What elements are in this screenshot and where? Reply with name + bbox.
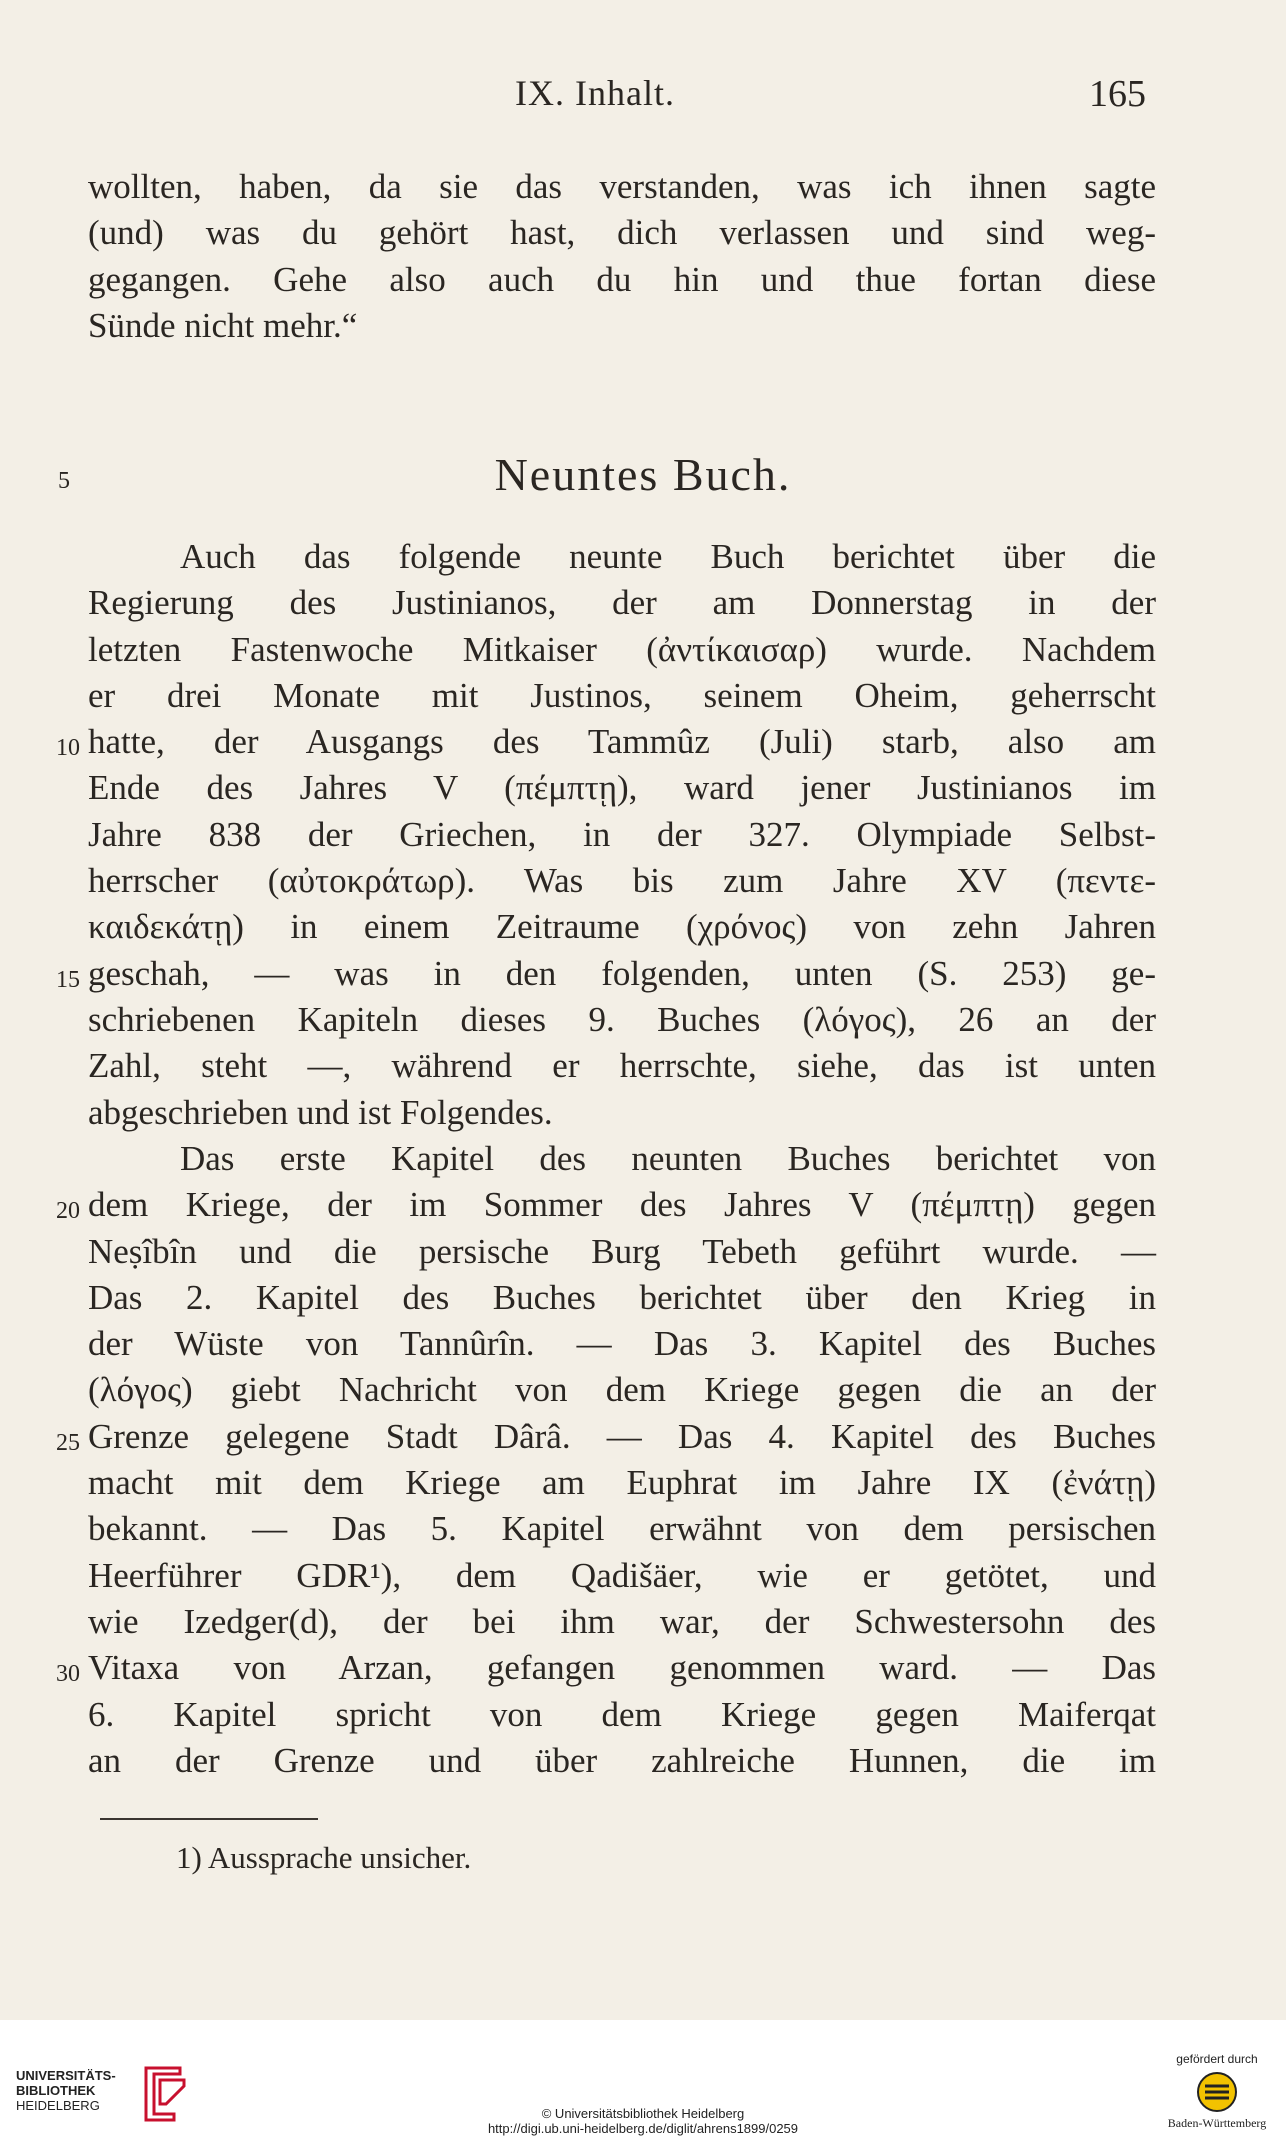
- line-text: wollten, haben, da sie das verstanden, was ich ihnen sagte: [88, 167, 1156, 206]
- line-text: schriebenen Kapiteln dieses 9. Buches (λόγος), 26 an der: [88, 999, 1156, 1039]
- line-text: Auch das folgende neunte Buch berichtet über die: [180, 537, 1156, 576]
- line-text: letzten Fastenwoche Mitkaiser (ἀντίκαισαρ) wurde. Nachdem: [88, 629, 1156, 669]
- line-text: Regierung des Justinianos, der am Donnerstag in der: [88, 583, 1156, 623]
- text-line: [88, 1738, 1156, 1784]
- text-line: [88, 1692, 1156, 1738]
- text-line: [88, 627, 1156, 673]
- text-line: [88, 858, 1156, 904]
- text-line: [56, 1645, 1156, 1691]
- library-name-line2: BIBLIOTHEK: [16, 2083, 96, 2098]
- line-text: macht mit dem Kriege am Euphrat im Jahre IX (ἐνάτῃ): [88, 1463, 1156, 1503]
- line-text: an der Grenze und über zahlreiche Hunnen, die im: [88, 1740, 1156, 1780]
- line-text: Das 2. Kapitel des Buches berichtet über den Krieg in: [88, 1277, 1156, 1317]
- line-text: geschah, — was in den folgenden, unten (S. 253) ge-: [88, 953, 1156, 993]
- line-text: dem Kriege, der im Sommer des Jahres V (πέμπτῃ) gegen: [88, 1185, 1156, 1225]
- text-line: [56, 951, 1156, 997]
- text-line: [88, 1136, 1156, 1182]
- line-text: 6. Kapitel spricht von dem Kriege gegen Maiferqat: [88, 1694, 1156, 1734]
- text-line: [56, 1414, 1156, 1460]
- text-line: [88, 1321, 1156, 1367]
- line-text: (λόγος) giebt Nachricht von dem Kriege gegen die an der: [88, 1370, 1156, 1410]
- line-text: Jahre 838 der Griechen, in der 327. Olympiade Selbst-: [88, 814, 1156, 854]
- text-line: [88, 1460, 1156, 1506]
- line-text: Sünde nicht mehr.“: [88, 305, 358, 345]
- text-line: [88, 210, 1156, 256]
- text-line: [88, 1553, 1156, 1599]
- line-text: hatte, der Ausgangs des Tammûz (Juli) starb, also am: [88, 722, 1156, 762]
- footnote: 1) Aussprache unsicher.: [176, 1840, 472, 1875]
- text-line: [88, 1599, 1156, 1645]
- permalink[interactable]: http://digi.ub.uni-heidelberg.de/diglit/ahrens1899/0259: [487, 2121, 799, 2136]
- funder-logo: [1162, 2052, 1272, 2131]
- copyright-text: © Universitätsbibliothek Heidelberg: [541, 2106, 745, 2121]
- line-text: Ende des Jahres V (πέμπτῃ), ward jener Justinianos im: [88, 768, 1156, 808]
- header-title: IX. Inhalt.: [515, 73, 675, 113]
- library-name-line1: UNIVERSITÄTS-: [16, 2068, 116, 2083]
- intro-paragraph: [88, 164, 1156, 349]
- text-line: [88, 673, 1156, 719]
- funded-by-label: gefördert durch: [1176, 2052, 1258, 2066]
- line-text: καιδεκάτῃ) in einem Zeitraume (χρόνος) von zehn Jahren: [88, 907, 1156, 947]
- section-heading: [0, 448, 1286, 508]
- line-text: abgeschrieben und ist Folgendes.: [88, 1092, 553, 1132]
- line-number: 10: [56, 735, 80, 762]
- line-number: 30: [56, 1661, 80, 1688]
- line-text: gegangen. Gehe also auch du hin und thue fortan diese: [88, 259, 1156, 299]
- line-text: Zahl, steht —, während er herrschte, siehe, das ist unten: [88, 1046, 1156, 1086]
- text-line: [88, 1367, 1156, 1413]
- line-text: (und) was du gehört hast, dich verlassen und sind weg-: [88, 213, 1156, 253]
- text-line: [88, 1090, 1156, 1136]
- text-line: [88, 997, 1156, 1043]
- text-line: [88, 164, 1156, 210]
- paragraph-2: [56, 1136, 1156, 1784]
- text-line: [88, 580, 1156, 626]
- line-text: herrscher (αὐτοκράτωρ). Was bis zum Jahre XV (πεντε-: [88, 861, 1156, 901]
- line-number: 5: [58, 468, 70, 494]
- line-number: 25: [56, 1429, 80, 1456]
- text-line: [88, 257, 1156, 303]
- text-line: [88, 534, 1156, 580]
- text-line: [88, 1229, 1156, 1275]
- line-text: Neṣîbîn und die persische Burg Tebeth geführt wurde. —: [88, 1231, 1156, 1271]
- line-text: er drei Monate mit Justinos, seinem Oheim, geherrscht: [88, 675, 1156, 715]
- copyright-block: [0, 2106, 1286, 2136]
- footer-bar: [0, 2020, 1286, 2134]
- text-line: [88, 1275, 1156, 1321]
- line-text: bekannt. — Das 5. Kapitel erwähnt von dem persischen: [88, 1509, 1156, 1549]
- text-line: [56, 1182, 1156, 1228]
- text-line: [56, 719, 1156, 765]
- line-text: Vitaxa von Arzan, gefangen genommen ward. — Das: [88, 1648, 1156, 1688]
- text-line: [88, 303, 1156, 349]
- text-line: [88, 1506, 1156, 1552]
- line-number: 20: [56, 1198, 80, 1225]
- line-text: Das erste Kapitel des neunten Buches berichtet von: [180, 1139, 1156, 1178]
- line-text: wie Izedger(d), der bei ihm war, der Schwestersohn des: [88, 1601, 1156, 1641]
- page-number: 165: [1089, 73, 1146, 115]
- text-line: [88, 765, 1156, 811]
- line-number: 15: [56, 966, 80, 993]
- coat-of-arms-icon: [1196, 2070, 1238, 2114]
- text-line: [88, 812, 1156, 858]
- text-line: [88, 904, 1156, 950]
- section-title: Neuntes Buch.: [494, 449, 792, 500]
- paragraph-1: [56, 534, 1156, 1136]
- line-text: der Wüste von Tannûrîn. — Das 3. Kapitel des Buches: [88, 1324, 1156, 1364]
- text-line: [88, 1043, 1156, 1089]
- line-text: Heerführer GDR¹), dem Qadišäer, wie er getötet, und: [88, 1555, 1156, 1595]
- line-text: Grenze gelegene Stadt Dârâ. — Das 4. Kapitel des Buches: [88, 1416, 1156, 1456]
- funder-name: Baden-Württemberg: [1167, 2116, 1267, 2130]
- library-name-line3: HEIDELBERG: [16, 2098, 100, 2113]
- running-header: [0, 72, 1286, 122]
- footnote-rule: [100, 1818, 318, 1820]
